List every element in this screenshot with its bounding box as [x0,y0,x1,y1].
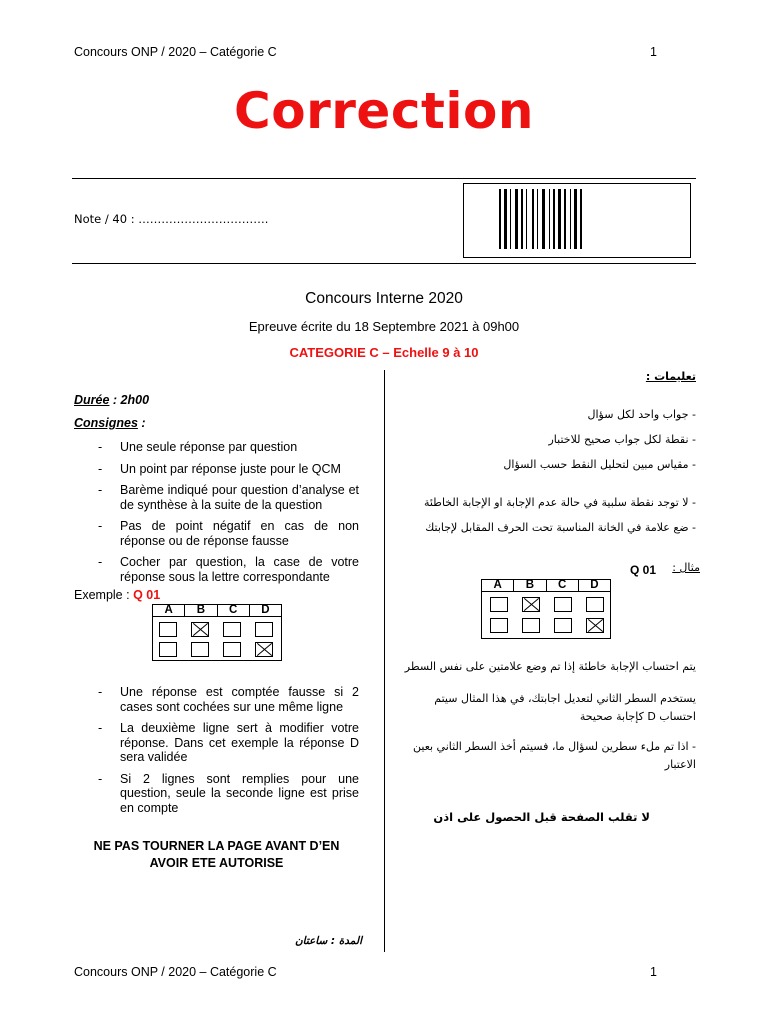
list-item: - Si 2 lignes sont remplies pour une question, seule la seconde ligne est prise en compte [98,771,359,815]
barcode-bar [549,189,550,249]
instructions-title-arabic: تعليمات : [645,370,696,383]
barcode-bar [580,189,582,249]
example-label-arabic: مثال : [672,561,700,574]
checkbox [522,618,540,633]
top-divider [72,178,696,179]
list-item: - Cocher par question, la case de votre réponse sous la lettre correspondante [98,555,359,584]
barcode-bar [542,189,545,249]
footer-title: Concours ONP / 2020 – Catégorie C [74,965,277,979]
grid-letter: B [513,580,545,591]
rule-arabic-3: - اذا تم ملء سطرين لسؤال ما، فسيتم أخذ السطر الثاني بعين الاعتبار [413,740,696,771]
example-label: Exemple : Q 01 [74,588,161,602]
barcode-bar [537,189,538,249]
checkbox-checked [586,618,604,633]
warning-line: NE PAS TOURNER LA PAGE AVANT D’EN [93,839,340,853]
grid-header [481,579,611,592]
barcode-bar [510,189,511,249]
checkbox-checked [255,642,273,657]
second-divider [72,263,696,264]
checkbox [159,622,177,637]
warning-arabic: لا تقلب الصفحة قبل الحصول على اذن [433,810,650,824]
grid-letter: C [546,580,578,591]
checkbox [223,642,241,657]
instructions-arabic [400,402,696,477]
example-question: Q 01 [133,588,161,602]
instructions2-arabic [400,490,696,540]
list-item: - Une seule réponse par question [98,440,298,454]
instructions-colon: : [137,416,146,430]
barcode [499,189,649,249]
barcode-bar [515,189,518,249]
grid-header [152,604,282,617]
duration-label: Durée [74,393,110,407]
barcode-bar [532,189,534,249]
barcode-bar [570,189,571,249]
grid-letter: B [184,605,216,616]
list-item: - Un point par réponse juste pour le QCM [98,461,341,476]
arabic-line: - جواب واحد لكل سؤال [587,408,696,421]
checkbox [490,597,508,612]
checkbox [159,642,177,657]
arabic-line: - لا توجد نقطة سلبية في حالة عدم الإجابة او الإجابة الخاطئة [423,496,696,509]
checkbox [490,618,508,633]
list-item: - Pas de point négatif en cas de non réponse ou de réponse fausse [98,519,359,548]
instructions-label: Consignes [74,416,138,430]
checkbox-checked [191,622,209,637]
barcode-bar [574,189,577,249]
warning-line: AVOIR ETE AUTORISE [149,856,284,870]
arabic-line: - ضع علامة في الخانة المناسبة تحت الحرف المقابل لإجابتك [425,521,696,534]
header-page-number: 1 [650,45,657,59]
barcode-bar [499,189,501,249]
column-divider [384,370,385,952]
checkbox [554,597,572,612]
instructions-heading [74,416,146,430]
note-field: Note / 40 : ……………………………. [74,212,269,226]
example-answer-grid [152,604,282,661]
checkbox [191,642,209,657]
barcode-bar [504,189,507,249]
instructions-list [74,440,359,591]
rule-arabic-1: يتم احتساب الإجابة خاطئة إذا تم وضع علامتين على نفس السطر [404,660,696,673]
grid-body [152,617,282,661]
list-item: - Barème indiqué pour question d’analyse et de synthèse à la suite de la question [98,483,359,512]
warning-text [74,838,359,872]
correction-banner [0,82,768,140]
exam-subtitle: Epreuve écrite du 18 Septembre 2021 à 09h00 [248,319,520,334]
arabic-line: - مقياس مبين لتحليل النقط حسب السؤال [503,458,696,471]
barcode-bar [521,189,523,249]
barcode-bar [553,189,555,249]
exam-title: Concours Interne 2020 [305,290,463,307]
barcode-bar [526,189,527,249]
grid-letter: D [249,605,281,616]
footer-page-number: 1 [650,965,657,979]
barcode-bar [564,189,566,249]
grid-letter: A [164,604,173,616]
barcode-bar [558,189,561,249]
barcode-frame [463,183,691,258]
grid-letter: D [578,580,610,591]
rules-list [74,685,359,822]
arabic-line: - نقطة لكل جواب صحيح للاختبار [548,433,696,446]
exam-category: CATEGORIE C – Echelle 9 à 10 [289,345,479,360]
header-title: Concours ONP / 2020 – Catégorie C [74,45,277,59]
grid-body [481,592,611,639]
duration [74,393,149,407]
checkbox-checked [522,597,540,612]
duration-arabic: المدة : ساعتان [294,935,362,947]
example-answer-grid-right [481,579,611,639]
checkbox [586,597,604,612]
grid-letter: C [217,605,249,616]
checkbox [255,622,273,637]
rule-arabic-2: يستخدم السطر الثاني لتعديل اجابتك، في هذا المثال سيتم احتساب D كإجابة صحيحة [434,692,696,723]
duration-value: : 2h00 [109,393,150,407]
list-item: - La deuxième ligne sert à modifier votre réponse. Dans cet exemple la réponse D sera validée [98,721,359,764]
grid-letter: A [493,579,502,591]
checkbox [223,622,241,637]
correction-text: Correction [234,82,534,140]
example-question-right: Q 01 [630,563,657,577]
checkbox [554,618,572,633]
list-item: - Une réponse est comptée fausse si 2 cases sont cochées sur une même ligne [98,685,359,714]
